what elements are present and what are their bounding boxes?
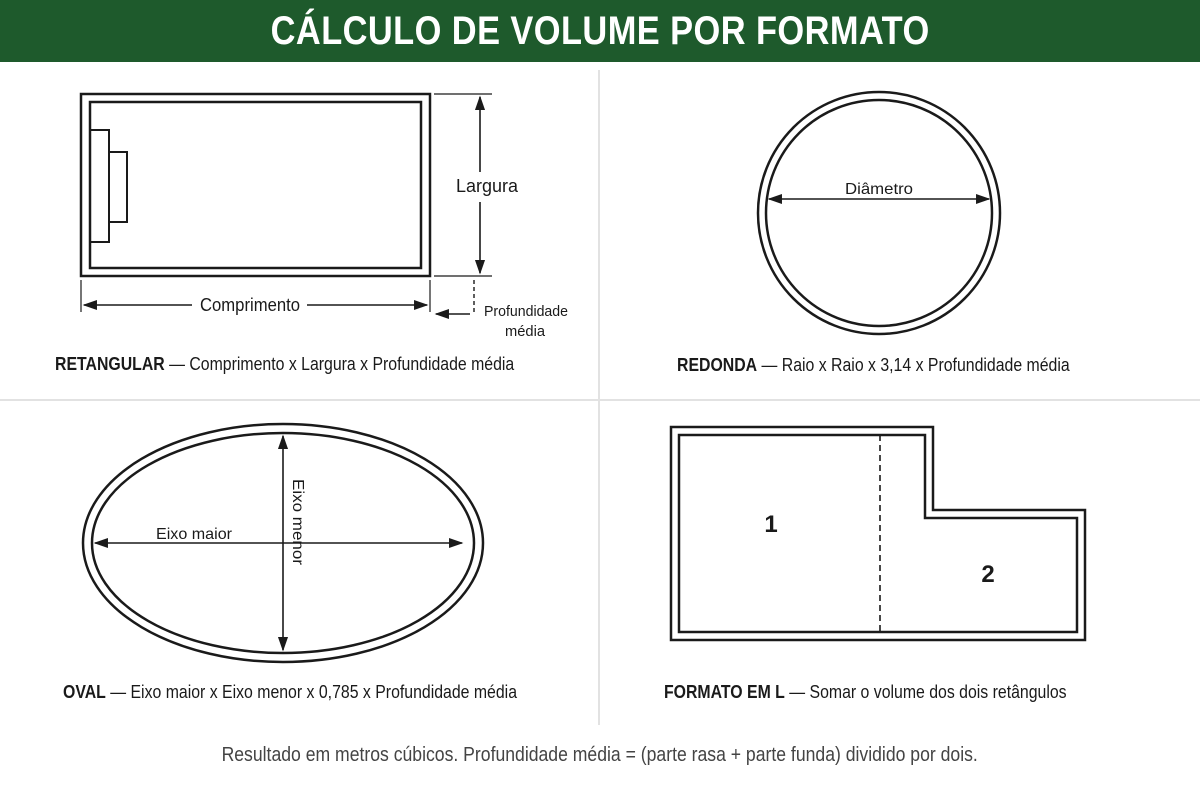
l-part1-label: 1 (764, 511, 778, 538)
l-shaped-pool-diagram (671, 427, 1085, 640)
rect-pool-inner (90, 102, 421, 268)
round-pool-outer (758, 92, 1000, 334)
depth-label-line2: média (505, 323, 546, 340)
width-label: Largura (456, 176, 519, 196)
rect-pool-step-1 (90, 130, 109, 242)
round-pool-diagram (758, 92, 1000, 334)
footer-note: Resultado em metros cúbicos. Profundidade média = (parte rasa + parte funda) dividido por dois. (221, 744, 979, 766)
depth-label-line1: Profundidade (484, 303, 568, 320)
round-caption-formula: — Raio x Raio x 3,14 x Profundidade média (761, 355, 1070, 375)
length-label: Comprimento (200, 295, 300, 315)
round-caption-name: REDONDA (677, 355, 758, 375)
footer-note-container (0, 744, 1200, 767)
rectangular-pool-diagram (81, 94, 568, 340)
lshape-caption-formula: — Somar o volume dos dois retângulos (789, 682, 1067, 702)
rect-caption-formula: — Comprimento x Largura x Profundidade média (169, 354, 515, 374)
oval-caption-formula: — Eixo maior x Eixo menor x 0,785 x Profundidade média (110, 682, 518, 702)
oval-pool-diagram (83, 424, 483, 662)
l-pool-outer (671, 427, 1085, 640)
round-pool-inner (766, 100, 992, 326)
diameter-label: Diâmetro (845, 181, 914, 198)
rect-pool-step-2 (109, 152, 127, 222)
page-title: CÁLCULO DE VOLUME POR FORMATO (270, 8, 930, 53)
lshape-caption (664, 682, 1067, 703)
oval-caption-name: OVAL (63, 682, 106, 702)
lshape-caption-name: FORMATO EM L (664, 682, 785, 702)
rect-pool-outer (81, 94, 430, 276)
l-pool-inner (679, 435, 1077, 632)
l-part2-label: 2 (981, 561, 995, 588)
oval-caption (63, 682, 517, 703)
round-caption (677, 355, 1070, 376)
minor-axis-label: Eixo menor (289, 479, 306, 560)
rect-caption (55, 354, 514, 375)
major-axis-label: Eixo maior (156, 526, 233, 543)
rect-caption-name: RETANGULAR (55, 354, 165, 374)
